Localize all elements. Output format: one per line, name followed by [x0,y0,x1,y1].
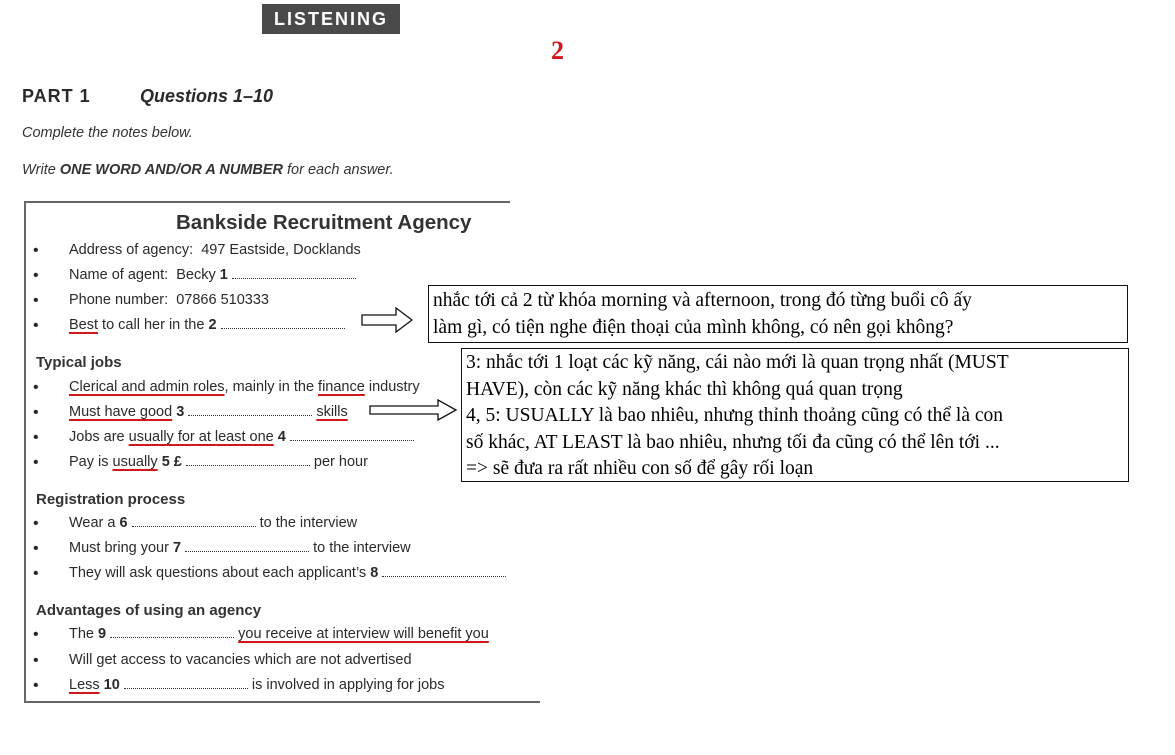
clerical-row: Clerical and admin roles, mainly in the finance industry [69,379,420,395]
jobs-duration-row: Jobs are usually for at least one 4 [69,428,414,446]
answer-blank-10[interactable] [124,677,248,689]
pay-row: Pay is usually 5 £ per hour [69,454,368,470]
notes-title: Bankside Recruitment Agency [176,211,472,234]
bullet: • [33,242,39,259]
section-advantages: Advantages of using an agency [36,602,262,619]
address-row: Address of agency: 497 Eastside, Docklands [69,242,361,258]
notes-frame-bottom [24,701,540,703]
answer-blank-8[interactable] [382,565,506,577]
bullet: • [33,317,39,334]
bullet: • [33,540,39,557]
bullet: • [33,454,39,471]
section-registration: Registration process [36,491,186,508]
answer-blank-1[interactable] [232,267,356,279]
feedback-row: The 9 you receive at interview will benefit you [69,626,489,642]
annotation-box-question-2: nhắc tới cả 2 từ khóa morning và afternoon, trong đó từng buổi cô ấy làm gì, có tiện nghe điện thoại của mình không, có nên gọi không? [428,285,1128,343]
bullet: • [33,652,39,669]
instruction-complete: Complete the notes below. [22,125,193,141]
bullet: • [33,565,39,582]
instruction-write: Write ONE WORD AND/OR A NUMBER for each answer. [22,162,394,178]
bullet: • [33,267,39,284]
agent-name-row: Name of agent: Becky 1 [69,266,356,284]
vacancies-row: Will get access to vacancies which are not advertised [69,652,412,668]
phone-row: Phone number: 07866 510333 [69,292,269,308]
answer-blank-4[interactable] [290,429,414,441]
arrow-right-icon [368,398,460,424]
wear-row: Wear a 6 to the interview [69,515,358,531]
answer-blank-7[interactable] [185,540,309,552]
part-label: PART 1 [22,86,91,106]
arrow-right-icon [360,306,416,334]
answer-blank-6[interactable] [132,515,256,527]
bullet: • [33,292,39,309]
bullet: • [33,515,39,532]
section-typical-jobs: Typical jobs [36,354,122,371]
bullet: • [33,626,39,643]
must-have-row: Must have good 3 skills [69,404,348,420]
best-time-row: Best to call her in the 2 [69,316,345,334]
bring-row: Must bring your 7 to the interview [69,540,411,556]
bullet: • [33,677,39,694]
questions-row: They will ask questions about each applicant’s 8 [69,564,506,582]
listening-badge: LISTENING [262,4,400,34]
annotation-box-questions-3-5: 3: nhắc tới 1 loạt các kỹ năng, cái nào mới là quan trọng nhất (MUST HAVE), còn các kỹ năng khác thì không quá quan trọng 4, 5: USUALLY là bao nhiêu, nhưng thỉnh thoảng cũng có thể là con số khác, AT LEAST là bao nhiêu, nhưng tối đa cũng có thể lên tới ... => sẽ đưa ra rất nhiều con số để gây rối loạn [461,348,1129,482]
answer-blank-9[interactable] [110,626,234,638]
answer-blank-2[interactable] [221,317,345,329]
bullet: • [33,429,39,446]
answer-blank-3[interactable] [188,404,312,416]
bullet: • [33,404,39,421]
bullet: • [33,379,39,396]
answer-blank-5[interactable] [186,454,310,466]
page-number: 2 [551,36,564,65]
less-row: Less 10 is involved in applying for jobs [69,677,445,693]
questions-label: Questions 1–10 [140,86,274,106]
